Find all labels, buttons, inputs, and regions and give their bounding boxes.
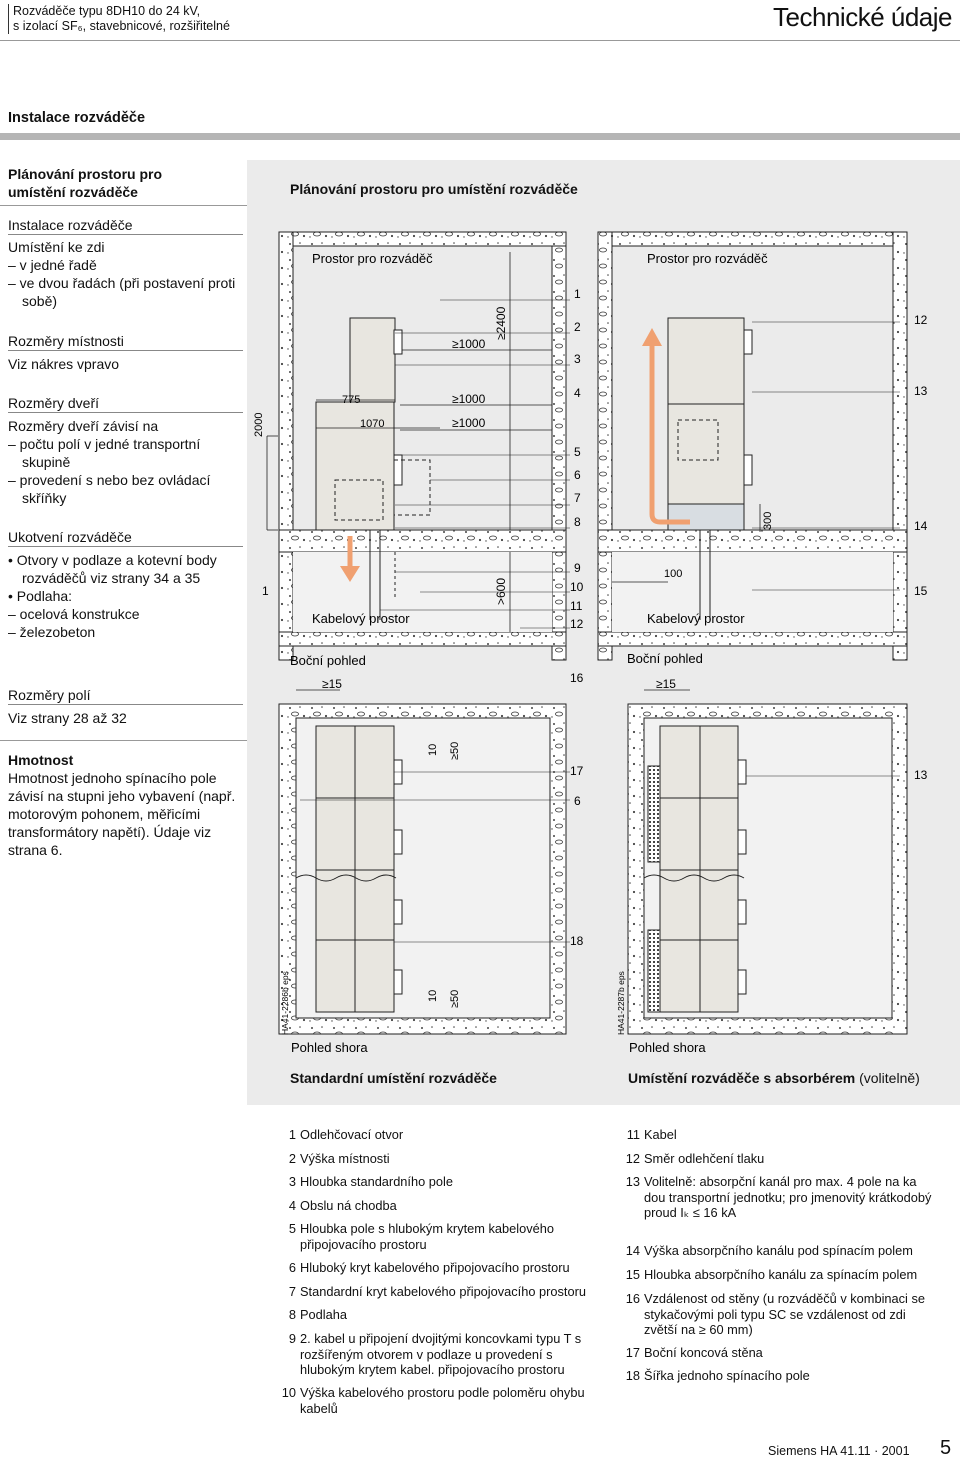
anchor-item-1: • Otvory v podlaze a kotevní body rozváděčů viz strany 34 a 35 [8,552,217,586]
callout-r-13-top: 13 [914,768,928,782]
dim-775: 775 [342,394,361,406]
caption-absorber-bold: Umístění rozváděče s absorbérem [628,1070,856,1086]
floor-left [279,530,566,552]
switchgear-body-b [668,404,744,504]
wall-item-2: – ve dvou řadách (při postavení proti sobě) [8,275,236,309]
space-label-right: Prostor pro rozváděč [647,251,768,266]
callout-7: 7 [574,491,581,505]
absorber-grill-1 [648,766,660,862]
floor-right [598,530,907,552]
dim-ge1000-b: ≥1000 [452,392,486,406]
callout-4: 4 [574,386,581,400]
dim-ge15-a: ≥15 [322,677,342,691]
file-id-left: HA41-2286b eps [280,971,290,1035]
legend-right: 11 Kabel 12 Směr odlehčení tlaku 13 Volitelně: absorpční kanál pro max. 4 pole na ka dou transportní jednotku; pro jmenovitý krátkodobý proud Iₖ ≤ 16 kA 14 Výška absorpčního kanálu pod spínacím polem 15 Hloubka absorpčního kanálu za spínacím polem 16 Vzdálenost od stěny (u rozváděčů v kombinaci se stykačovými poli typu SC se vzdálenost od zdi zvětší na ≥ 60 mm) 17 Boční koncová stěna 18 Šířka jednoho spínacího pole [625,1127,932,1383]
wall-heading: Umístění ke zdi [8,239,105,255]
top-view-standard [279,690,570,1034]
callout-11: 11 [570,599,583,613]
callout-18: 18 [570,934,584,948]
switchgear-top-b [668,318,744,404]
callout-r-12: 12 [914,313,928,327]
dim-ge50-b: ≥50 [449,989,461,1008]
wall-item-1: – v jedné řadě [8,257,97,273]
dim-100: 100 [664,568,683,580]
side-view-label-left: Boční pohled [290,653,366,668]
cable-label-left: Kabelový prostor [312,611,410,626]
dim-10-b: 10 [427,989,439,1002]
section-title: Instalace rozváděče [8,110,146,126]
callout-r-15: 15 [914,584,928,598]
ceiling-right [612,232,907,246]
bottom-slab-left [279,632,566,646]
dim-10-a: 10 [427,743,439,756]
floor-item-1: – ocelová konstrukce [8,606,140,622]
ceiling-left [279,232,566,246]
dim-ge2400: ≥2400 [494,306,508,340]
switchgear-row-right [660,726,738,1012]
dim-ge15-b: ≥15 [656,677,676,691]
caption-absorber [628,1070,920,1086]
header-line-1: Rozváděče typu 8DH10 do 24 kV, [13,4,201,18]
bottom-slab-right [598,632,907,646]
callout-9: 9 [574,561,581,575]
top-view-label-right: Pohled shora [629,1040,706,1055]
planning-heading-line-2: umístění rozváděče [8,184,138,200]
callout-1: 1 [574,287,581,301]
dim-1070: 1070 [360,418,385,430]
page-number: 5 [940,1437,952,1459]
side-view-standard [267,232,570,660]
anchor-heading: Ukotvení rozváděče [8,528,243,547]
dim-ge1000-a: ≥1000 [452,337,486,351]
callout-2: 2 [574,320,581,334]
panel-text: Viz strany 28 až 32 [8,710,127,726]
callout-12: 12 [570,617,584,631]
wall-right-b [893,232,907,660]
weight-text: Hmotnost jednoho spínacího pole závisí na stupni jeho vybavení (např. motorovým pohonem, měřicími transformátory napětí). Údaje viz strana 6. [8,770,236,858]
callout-17: 17 [570,764,584,778]
caption-absorber-normal: (volitelně) [859,1070,920,1086]
absorber-channel [668,504,744,530]
wall-right-a [552,246,566,660]
diagram-title: Plánování prostoru pro umístění rozváděče [290,181,578,197]
planning-heading-line-1: Plánování prostoru pro [8,166,163,182]
dim-2000: 2000 [253,412,265,437]
dim-300: 300 [762,511,774,530]
space-label-left: Prostor pro rozváděč [312,251,433,266]
callout-1-left: 1 [262,584,269,598]
callout-6-top: 6 [574,794,581,808]
door-item-2: – provedení s nebo bez ovládací skříňky [8,472,211,506]
callout-16: 16 [570,671,584,685]
callout-3: 3 [574,352,581,366]
side-view-absorber [598,232,907,660]
caption-standard: Standardní umístění rozváděče [290,1070,497,1086]
switchgear-top [350,318,395,402]
chapter-title: Technické údaje [773,2,952,32]
side-view-label-right: Boční pohled [627,651,703,666]
dim-gt600: >600 [494,577,508,605]
callout-r-14: 14 [914,519,928,533]
top-view-absorber [628,690,907,1034]
header-line-2: s izolací SF₆, stavebnicové, rozšiřitelné [13,19,230,33]
room-heading: Rozměry místnosti [8,332,243,351]
callout-8: 8 [574,515,581,529]
dim-ge1000-c: ≥1000 [452,416,486,430]
door-item-1: – počtu polí v jedné transportní skupině [8,436,201,470]
file-id-right: HA41-2287b eps [616,971,626,1035]
callout-10: 10 [570,580,584,594]
weight-heading: Hmotnost [8,752,74,768]
install-heading: Instalace rozváděče [8,216,243,235]
room-text: Viz nákres vpravo [8,356,120,372]
legend-left: 1 Odlehčovací otvor 2 Výška místnosti 3 Hloubka standardního pole 4 Obslu ná chodba 5 Hloubka pole s hlubokým krytem kabelového připojovacího prostoru 6 Hluboký kryt kabelového připojovacího prostoru 7 Standardní kryt kabelového připojovacího prostoru 8 Podlaha 9 2. kabel u připojení dvojitými koncovkami typu T s rozšířeným otvorem v podlaze u provedení s hlubokým krytem kabel. připojovacího prostoru 10 Výška kabelového prostoru podle poloměru ohybu kabelů [281,1127,586,1416]
callout-5: 5 [574,445,581,459]
floor-item-2: – železobeton [8,624,96,640]
footer-publication: Siemens HA 41.11 · 2001 [768,1444,910,1458]
callout-6: 6 [574,468,581,482]
top-view-label-left: Pohled shora [291,1040,368,1055]
absorber-grill-2 [648,930,660,1012]
wall-left [279,232,293,660]
door-text: Rozměry dveří závisí na [8,418,159,434]
panel-heading: Rozměry polí [8,686,243,705]
wall-left-b [598,232,612,660]
dim-ge50-a: ≥50 [449,741,461,760]
anchor-item-2: • Podlaha: [8,588,73,604]
cable-label-right: Kabelový prostor [647,611,745,626]
callout-r-13: 13 [914,384,928,398]
door-heading: Rozměry dveří [8,394,243,413]
